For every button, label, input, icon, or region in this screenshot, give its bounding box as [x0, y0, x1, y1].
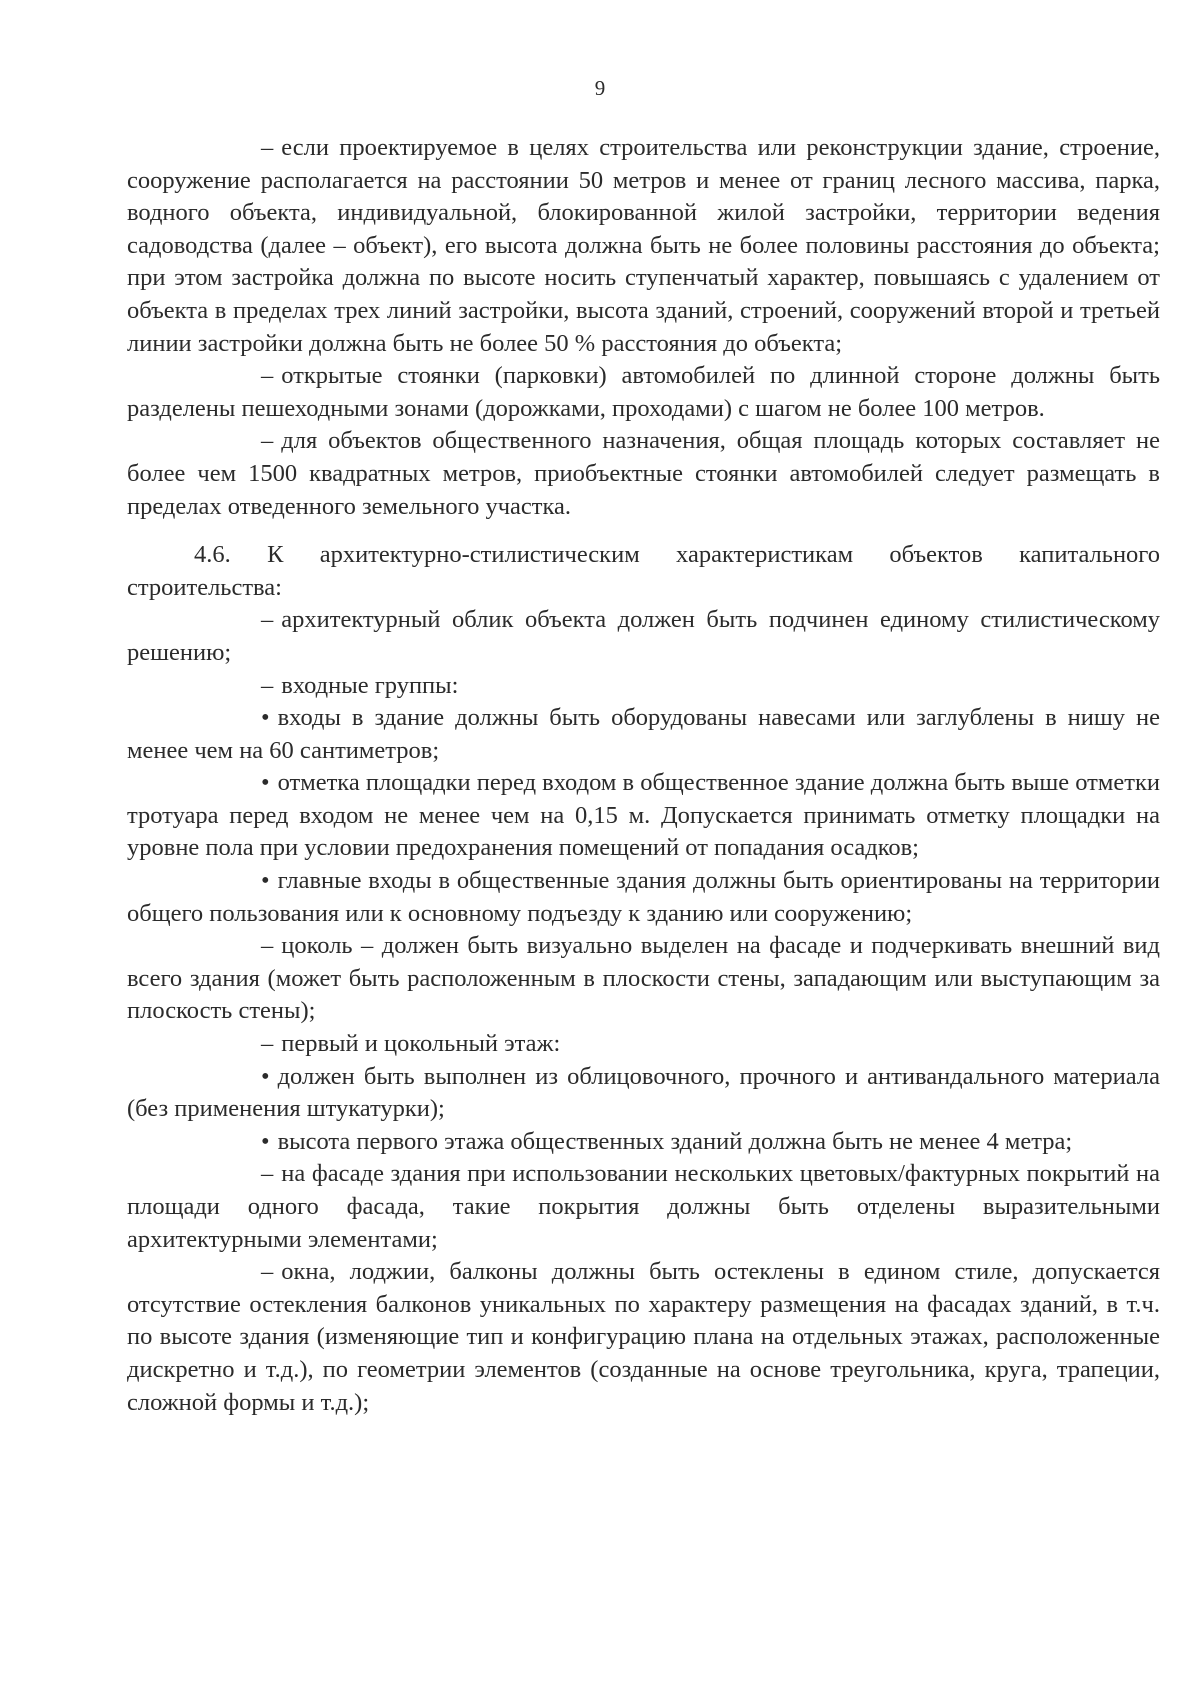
dash-marker: – — [261, 606, 274, 634]
dash-marker: – — [261, 1258, 274, 1286]
paragraph-text: главные входы в общественные здания должны быть ориентированы на территории общего пользования или к основному подъезду к зданию или сооружению; — [127, 867, 1160, 927]
paragraph-text: если проектируемое в целях строительства или реконструкции здание, строение, сооружение располагается на расстоянии 50 метров и менее от границ лесного массива, парка, водного объекта, индивидуальной, блокированной жилой застройки, территории ведения садоводства (далее – объект), его высота должна быть не более половины расстояния до объекта; при этом застройка должна по высоте носить ступенчатый характер, повышаясь с удалением от объекта в пределах трех линий застройки, высота зданий, строений, сооружений второй и третьей линии застройки должна быть не более 50 % расстояния до объекта; — [127, 134, 1160, 357]
paragraph-text: высота первого этажа общественных зданий должна быть не менее 4 метра; — [277, 1127, 1073, 1155]
dash-marker: – — [261, 362, 274, 390]
paragraph-text: 4.6. К архитектурно-стилистическим характеристикам объектов капитального строительства: — [127, 541, 1160, 601]
paragraph-text: окна, лоджии, балконы должны быть остеклены в едином стиле, допускается отсутствие остекления балконов уникальных по характеру размещения на фасадах зданий, в т.ч. по высоте здания (изменяющие тип и конфигурацию плана на отдельных этажах, расположенные дискретно и т.д.), по геометрии элементов (созданные на основе треугольника, круга, трапеции, сложной формы и т.д.); — [127, 1258, 1160, 1416]
paragraph-text: первый и цокольный этаж: — [281, 1030, 561, 1058]
page-number: 9 — [594, 76, 606, 100]
dash-marker: – — [261, 1160, 274, 1188]
paragraph-text: архитектурный облик объекта должен быть подчинен единому стилистическому решению; — [127, 606, 1160, 666]
dash-marker: – — [261, 1030, 274, 1058]
paragraph-bullet — [127, 1061, 1160, 1126]
paragraph-dash — [127, 670, 1160, 703]
bullet-marker: • — [261, 1127, 270, 1155]
paragraph-text: должен быть выполнен из облицовочного, прочного и антивандального материала (без применения штукатурки); — [127, 1062, 1160, 1123]
paragraph-dash — [127, 425, 1160, 523]
paragraph-text: отметка площадки перед входом в общественное здание должна быть выше отметки тротуара перед входом не менее чем на 0,15 м. Допускается принимать отметку площадки на уровне пола при условии предохранения помещений от попадания осадков; — [127, 769, 1160, 862]
paragraph-dash — [127, 132, 1160, 360]
paragraph-text: входы в здание должны быть оборудованы навесами или заглублены в нишу не менее чем на 60 сантиметров; — [127, 704, 1160, 764]
paragraph-text: на фасаде здания при использовании нескольких цветовых/фактурных покрытий на площади одного фасада, такие покрытия должны быть отделены выразительными архитектурными элементами; — [127, 1160, 1160, 1253]
paragraph-dash — [127, 1256, 1160, 1419]
paragraph-bullet — [127, 865, 1160, 930]
section-heading-4-6 — [127, 539, 1160, 604]
paragraph-dash — [127, 604, 1160, 669]
paragraph-dash — [127, 360, 1160, 425]
paragraph-text: цоколь – должен быть визуально выделен на фасаде и подчеркивать внешний вид всего здания (может быть расположенным в плоскости стены, западающим или выступающим за плоскость стены); — [127, 932, 1160, 1025]
paragraph-dash — [127, 1158, 1160, 1256]
bullet-marker: • — [261, 867, 270, 895]
paragraph-dash — [127, 1028, 1160, 1061]
paragraph-text: входные группы: — [281, 671, 459, 699]
bullet-marker: • — [261, 704, 270, 732]
bullet-marker: • — [261, 769, 270, 797]
bullet-marker: • — [261, 1062, 270, 1090]
dash-marker: – — [261, 932, 274, 960]
paragraph-bullet — [127, 767, 1160, 865]
paragraph-text: открытые стоянки (парковки) автомобилей по длинной стороне должны быть разделены пешеходными зонами (дорожками, проходами) с шагом не более 100 метров. — [127, 362, 1160, 422]
dash-marker: – — [261, 134, 274, 161]
paragraph-dash — [127, 930, 1160, 1028]
dash-marker: – — [261, 671, 274, 699]
dash-marker: – — [261, 427, 274, 455]
paragraph-text: для объектов общественного назначения, общая площадь которых составляет не более чем 1500 квадратных метров, приобъектные стоянки автомобилей следует размещать в пределах отведенного земельного участка. — [127, 427, 1160, 520]
document-body — [127, 132, 1160, 1419]
paragraph-bullet — [127, 702, 1160, 767]
paragraph-bullet — [127, 1126, 1160, 1159]
